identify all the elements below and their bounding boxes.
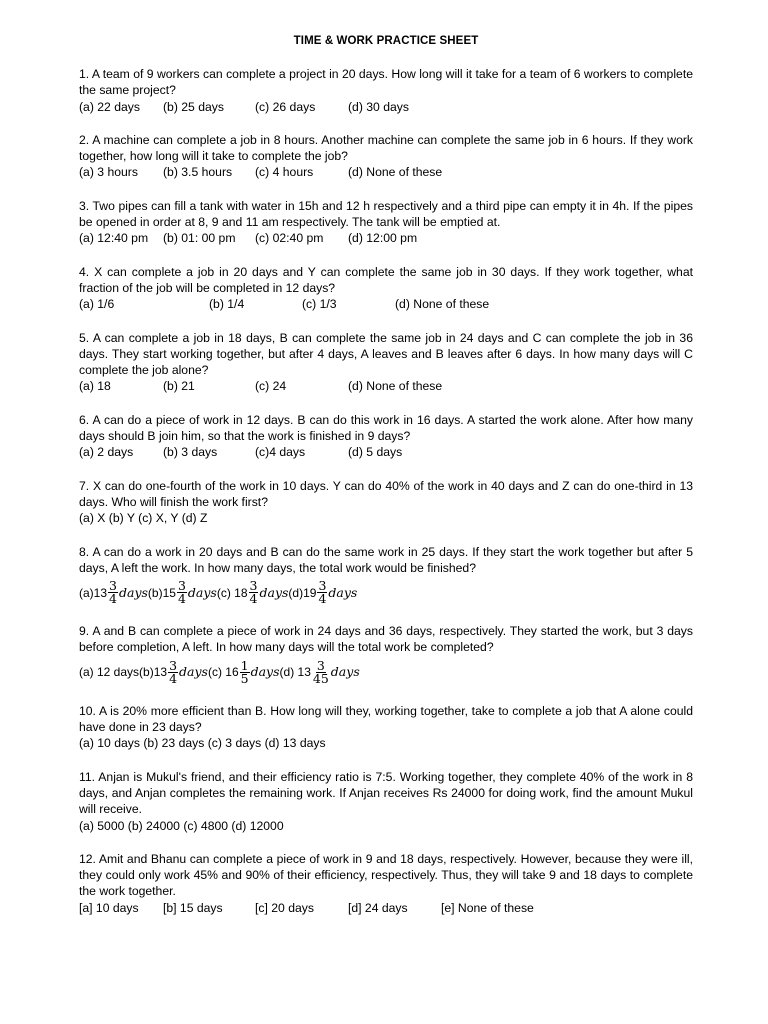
- question-text: 10. A is 20% more efficient than B. How long will they, working together, take to complete a job that A alone could have done in 23 days?: [79, 703, 693, 735]
- options-row: [79, 900, 693, 916]
- unit-label: days: [187, 584, 217, 600]
- question-text: 3. Two pipes can fill a tank with water in 15h and 12 h respectively and a third pipe can empty it in 4h. If the pipes be opened in order at 8, 9 and 11 am respectively. The tank will be emptied at.: [79, 198, 693, 230]
- option-d: (d) None of these: [395, 297, 490, 312]
- fraction: [177, 580, 187, 605]
- mixed-whole: 18: [234, 585, 248, 600]
- option-d: (d) 12:00 pm: [348, 231, 418, 246]
- question-text: 6. A can do a piece of work in 12 days. B can do this work in 16 days. A started the work alone. After how many days should B join him, so that the work is finished in 9 days?: [79, 412, 693, 444]
- mixed-whole: 13: [153, 665, 168, 680]
- option-b: [148, 580, 217, 605]
- question-text: 12. Amit and Bhanu can complete a piece of work in 9 and 18 days, respectively. However, because they were ill, they could only work 45% and 90% of their efficiency, respectively. Thus, they will take 9 and 18 days to complete the work together.: [79, 851, 693, 899]
- question-3: [79, 198, 693, 247]
- option-b: [b] 15 days: [163, 900, 223, 915]
- fraction-numerator: 3: [109, 578, 117, 594]
- option-c: (c) 1/3: [302, 297, 337, 312]
- options-row: [79, 99, 693, 115]
- option-b: [139, 657, 208, 686]
- unit-label: days: [118, 584, 148, 600]
- option-d: [288, 580, 357, 605]
- option-c: [217, 580, 289, 605]
- options-line: (a) X (b) Y (c) X, Y (d) Z: [79, 511, 208, 526]
- fraction: [312, 657, 330, 686]
- practice-sheet: [79, 35, 693, 933]
- option-d: (d) None of these: [348, 165, 443, 180]
- question-2: [79, 132, 693, 181]
- unit-label: days: [179, 664, 208, 680]
- option-d: [279, 657, 360, 686]
- question-5: [79, 330, 693, 395]
- options-row: [79, 444, 693, 460]
- option-prefix: (c): [216, 585, 235, 600]
- question-text: 7. X can do one-fourth of the work in 10 days. Y can do 40% of the work in 40 days and Z can do one-third in 13 days. Who will finish the work first?: [79, 478, 693, 509]
- mixed-whole: 13: [297, 665, 311, 680]
- option-a: (a) 18: [79, 379, 111, 394]
- option-b: (b) 21: [163, 379, 195, 394]
- option-a: (a) 22 days: [79, 99, 140, 114]
- mixed-whole: 19: [303, 585, 317, 600]
- option-d: [d] 24 days: [348, 900, 408, 915]
- unit-label: days: [259, 584, 289, 600]
- question-text: 9. A and B can complete a piece of work in 24 days and 36 days, respectively. They started the work, but 3 days before completion, A left. In how many days will the total work be completed?: [79, 624, 693, 655]
- options-row: [79, 164, 693, 180]
- fraction-denominator: 4: [109, 591, 117, 607]
- option-b: (b) 1/4: [209, 297, 245, 312]
- mixed-whole: 13: [93, 585, 108, 600]
- fraction-denominator: 4: [249, 591, 258, 607]
- options-row: [79, 230, 693, 246]
- fraction-numerator: 3: [177, 578, 186, 594]
- option-b: (b) 3.5 hours: [163, 165, 233, 180]
- math-options-row: [79, 580, 693, 605]
- option-prefix: (b): [139, 665, 154, 680]
- option-a: (a) 3 hours: [79, 165, 138, 180]
- page-title: TIME & WORK PRACTICE SHEET: [293, 35, 479, 47]
- option-a: (a) 1/6: [79, 297, 115, 312]
- question-text: 4. X can complete a job in 20 days and Y can complete the same job in 30 days. If they work together, what fraction of the job will be completed in 12 days?: [79, 264, 693, 295]
- fraction: [249, 580, 259, 605]
- fraction-numerator: 3: [316, 657, 325, 673]
- fraction-denominator: 45: [312, 670, 329, 686]
- option-c: (c)4 days: [255, 445, 306, 460]
- option-a: [79, 662, 139, 682]
- question-text: 8. A can do a work in 20 days and B can do the same work in 25 days. If they start the work together but after 5 days, A left the work. In how many days, the total work would be finished?: [79, 544, 693, 575]
- fraction: [168, 657, 178, 686]
- mixed-whole: 15: [162, 585, 176, 600]
- fraction-numerator: 3: [249, 578, 258, 594]
- option-prefix: (d): [288, 585, 304, 600]
- question-9: [79, 623, 693, 685]
- option-d: (d) None of these: [348, 379, 443, 394]
- option-b: (b) 25 days: [163, 99, 224, 114]
- question-12: [79, 851, 693, 916]
- option-c: (c) 26 days: [255, 99, 316, 114]
- question-6: [79, 412, 693, 461]
- mixed-whole: 16: [225, 665, 239, 680]
- fraction-denominator: 4: [177, 591, 186, 607]
- option-d: (d) 5 days: [348, 445, 403, 460]
- question-4: [79, 264, 693, 313]
- options-line: (a) 10 days (b) 23 days (c) 3 days (d) 13 days: [79, 736, 326, 751]
- unit-label: days: [250, 664, 280, 680]
- question-10: [79, 703, 693, 752]
- option-a: (a) 2 days: [79, 445, 134, 460]
- question-7: [79, 478, 693, 527]
- unit-label: days: [328, 584, 358, 600]
- option-prefix: (b): [147, 585, 163, 600]
- fraction-numerator: 3: [169, 657, 178, 673]
- question-text: 2. A machine can complete a job in 8 hours. Another machine can complete the same job in 6 hours. If they work together, how long will it take to complete the job?: [79, 132, 693, 164]
- fraction: [240, 657, 250, 686]
- options-line: (a) 5000 (b) 24000 (c) 4800 (d) 12000: [79, 818, 284, 833]
- option-c: [207, 657, 280, 686]
- question-1: [79, 66, 693, 115]
- option-b: (b) 3 days: [163, 445, 218, 460]
- fraction: [317, 580, 327, 605]
- fraction: [108, 580, 118, 605]
- fraction-numerator: 1: [240, 657, 249, 673]
- option-a: (a) 12:40 pm: [79, 231, 149, 246]
- option-prefix: (c): [207, 665, 226, 680]
- option-c: (c) 24: [255, 379, 287, 394]
- fraction-denominator: 5: [240, 670, 249, 686]
- question-text: 1. A team of 9 workers can complete a project in 20 days. How long will it take for a team of 6 workers to complete the same project?: [79, 67, 693, 98]
- option-d: (d) 30 days: [348, 99, 409, 114]
- fraction-denominator: 4: [169, 670, 178, 686]
- options-row: [79, 378, 693, 394]
- option-prefix: (d): [279, 665, 298, 680]
- question-11: [79, 769, 693, 834]
- question-text: 5. A can complete a job in 18 days, B can complete the same job in 24 days and C can complete the job in 36 days. They start working together, but after 4 days, A leaves and B leaves after 6 days. In how many days will C complete the job alone?: [79, 330, 693, 378]
- option-prefix: (a) 12 days: [79, 665, 140, 680]
- fraction-numerator: 3: [318, 578, 327, 594]
- option-a: [a] 10 days: [79, 900, 139, 915]
- option-c: [c] 20 days: [255, 900, 314, 915]
- option-b: (b) 01: 00 pm: [163, 231, 236, 246]
- question-text: 11. Anjan is Mukul's friend, and their efficiency ratio is 7:5. Working together, they complete 40% of the work in 8 days, and Anjan completes the remaining work. If Anjan receives Rs 24000 for doing work, find the amount Mukul will receive.: [79, 769, 693, 817]
- fraction-denominator: 4: [318, 591, 327, 607]
- option-c: (c) 4 hours: [255, 165, 314, 180]
- option-c: (c) 02:40 pm: [255, 231, 324, 246]
- math-options-row: [79, 657, 693, 686]
- option-a: [79, 580, 148, 605]
- options-row: [79, 296, 693, 312]
- option-prefix: (a): [79, 585, 94, 600]
- unit-label: days: [330, 664, 360, 680]
- question-8: [79, 544, 693, 606]
- option-e: [e] None of these: [441, 900, 534, 915]
